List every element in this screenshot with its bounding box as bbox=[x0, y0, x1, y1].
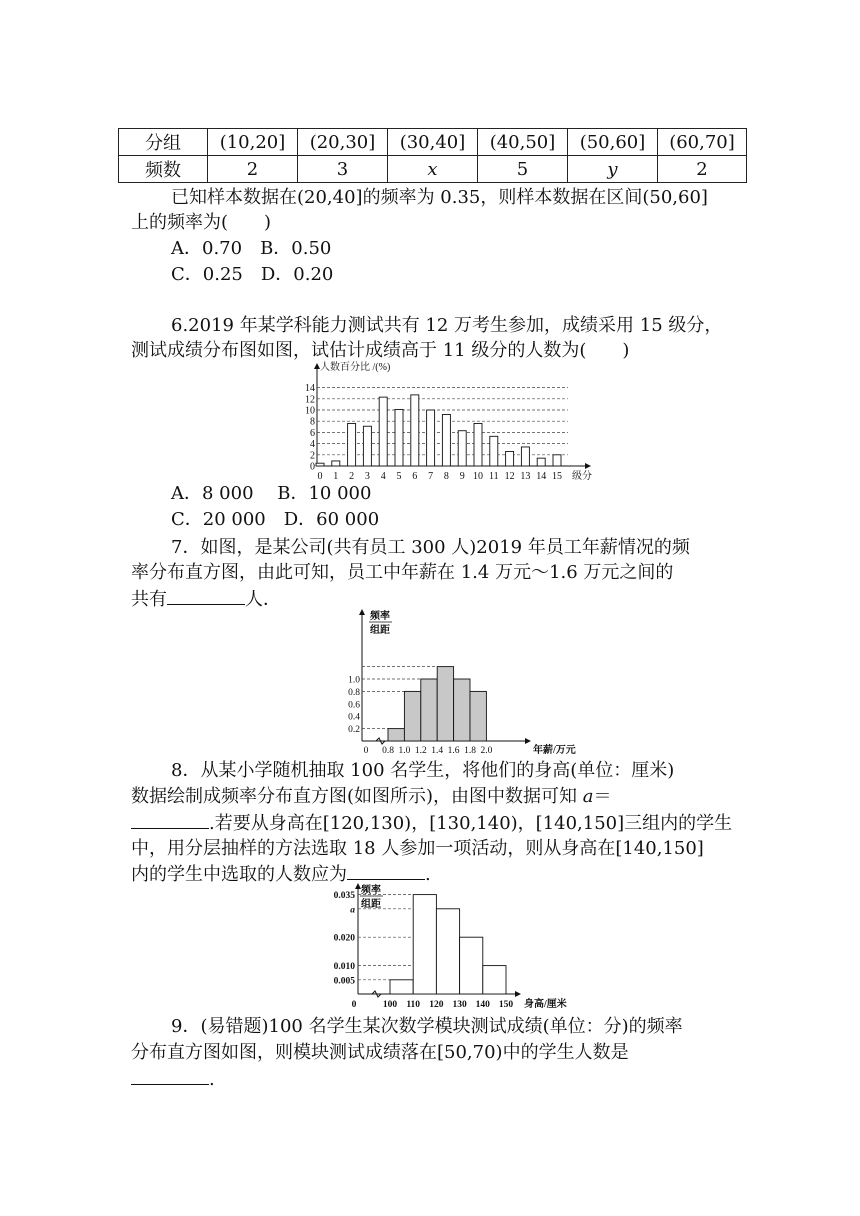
q5-text-line-2: 上的频率为( ) bbox=[131, 212, 272, 233]
y-tick-label: 14 bbox=[305, 383, 315, 395]
x-tick-label: 5 bbox=[396, 471, 402, 482]
histogram-bar bbox=[404, 691, 420, 741]
x-tick-label: 1.0 bbox=[398, 746, 411, 756]
x-tick-label: 10 bbox=[473, 471, 483, 482]
x-tick-label: 13 bbox=[520, 471, 531, 482]
table-row-label: 频数 bbox=[119, 156, 208, 183]
chart-grade-distribution bbox=[300, 360, 610, 485]
y-axis-label-bottom: 组距 bbox=[370, 625, 390, 636]
answer-blank bbox=[131, 1066, 209, 1085]
chart-height-histogram bbox=[320, 880, 600, 1012]
x-tick-label: 9 bbox=[459, 471, 465, 482]
histogram-bar bbox=[460, 937, 483, 994]
y-tick-label: 8 bbox=[310, 416, 315, 428]
q5-text-line-1: 已知样本数据在(20,40]的频率为 0.35，则样本数据在区间(50,60] bbox=[171, 187, 708, 208]
x-tick-label: 12 bbox=[504, 471, 515, 482]
x-tick-label: 1.6 bbox=[447, 746, 460, 756]
x-axis-arrow bbox=[525, 738, 531, 744]
x-tick-label: 0 bbox=[363, 746, 369, 756]
y-tick-label: 6 bbox=[310, 427, 315, 439]
x-tick-label: 11 bbox=[488, 471, 499, 482]
x-tick-label: 130 bbox=[452, 1000, 467, 1010]
table-cell: 2 bbox=[658, 156, 747, 183]
chart-bar bbox=[537, 458, 545, 466]
x-tick-label: 120 bbox=[429, 1000, 444, 1010]
table-header-label: 分组 bbox=[119, 129, 208, 156]
y-tick-label: 0.010 bbox=[333, 962, 355, 973]
x-tick-label: 0 bbox=[317, 471, 323, 482]
q8-text-line-3 bbox=[131, 810, 732, 837]
histogram-bar bbox=[388, 729, 404, 741]
table-cell: (50,60] bbox=[568, 129, 658, 156]
q8-text-line-1: 8．从某小学随机抽取 100 名学生，将他们的身高(单位：厘米) bbox=[171, 760, 675, 781]
q9-text-part: . bbox=[209, 1069, 215, 1090]
histogram-bar bbox=[390, 980, 413, 994]
q5-options-cd: C．0.25 D．0.20 bbox=[171, 264, 334, 285]
x-tick-label: 2.0 bbox=[480, 746, 493, 756]
x-tick-label: 0 bbox=[351, 1000, 357, 1010]
histogram-bar bbox=[483, 966, 506, 994]
x-tick-label: 0.8 bbox=[382, 746, 394, 756]
table-cell: 2 bbox=[208, 156, 298, 183]
x-tick-label: 1.4 bbox=[431, 746, 444, 756]
chart-bar bbox=[363, 426, 371, 466]
histogram-bar bbox=[436, 909, 459, 994]
q8-text-part: 数据绘制成频率分布直方图(如图所示)，由图中数据可知 bbox=[131, 786, 583, 807]
q7-text-line-3 bbox=[131, 586, 281, 613]
table-cell: (60,70] bbox=[658, 129, 747, 156]
q9-text-line-3 bbox=[131, 1066, 215, 1093]
y-axis-label: 人数百分比 /(%) bbox=[320, 362, 391, 373]
y-tick-label-a: a bbox=[350, 905, 355, 916]
y-axis-label-bottom: 组距 bbox=[361, 899, 381, 910]
y-tick-label: 0.035 bbox=[333, 891, 355, 902]
y-tick-label: 1.0 bbox=[348, 675, 360, 686]
y-tick-label: 2 bbox=[310, 450, 315, 462]
y-tick-label: 0.6 bbox=[348, 700, 360, 711]
chart-bar bbox=[411, 395, 419, 466]
x-tick-label: 3 bbox=[364, 471, 370, 482]
chart-bar bbox=[395, 409, 403, 466]
table-cell: (10,20] bbox=[208, 129, 298, 156]
x-tick-label: 4 bbox=[380, 471, 386, 482]
chart-bar bbox=[521, 447, 529, 466]
x-tick-label: 1.8 bbox=[464, 746, 476, 756]
chart-bar bbox=[506, 451, 514, 466]
x-axis-label: 年薪/万元 bbox=[533, 745, 576, 756]
q8-text-part: ＝ bbox=[593, 786, 612, 807]
x-tick-label: 140 bbox=[475, 1000, 490, 1010]
q6-text-line-1: 6.2019 年某学科能力测试共有 12 万考生参加，成绩采用 15 级分， bbox=[171, 315, 723, 336]
x-tick-label: 1.2 bbox=[414, 746, 427, 756]
table-cell: 3 bbox=[298, 156, 388, 183]
answer-blank bbox=[347, 861, 425, 880]
y-tick-label: 0.4 bbox=[348, 712, 360, 723]
histogram-bar bbox=[454, 679, 470, 741]
y-tick-label: 0.8 bbox=[348, 687, 360, 698]
answer-blank bbox=[131, 810, 209, 829]
q7-text-line-2: 率分布直方图，由此可知，员工中年薪在 1.4 万元～1.6 万元之间的 bbox=[131, 562, 674, 583]
table-cell: (30,40] bbox=[388, 129, 478, 156]
chart-bar bbox=[490, 436, 498, 466]
x-axis-arrow bbox=[515, 991, 521, 997]
x-tick-label: 6 bbox=[412, 471, 418, 482]
y-tick-label: 10 bbox=[305, 405, 315, 417]
q5-options-ab: A．0.70 B．0.50 bbox=[171, 238, 332, 259]
y-tick-label: 4 bbox=[310, 439, 315, 451]
x-tick-label: 15 bbox=[552, 471, 562, 482]
q8-variable-a: a bbox=[582, 786, 594, 807]
y-axis-label-top: 频率 bbox=[370, 611, 390, 622]
q9-text-line-1: 9．(易错题)100 名学生某次数学模块测试成绩(单位：分)的频率 bbox=[171, 1016, 683, 1037]
x-tick-label: 110 bbox=[406, 1000, 421, 1010]
y-tick-label: 12 bbox=[305, 394, 315, 406]
frequency-table bbox=[118, 128, 747, 183]
table-cell: x bbox=[388, 156, 478, 183]
chart-bar bbox=[316, 463, 324, 466]
q7-text-suffix: 人． bbox=[245, 589, 281, 610]
q8-text-line-2 bbox=[131, 784, 612, 810]
chart-bar bbox=[474, 423, 482, 466]
histogram-bar bbox=[437, 667, 453, 741]
y-axis-arrow bbox=[359, 609, 365, 615]
q7-text-line-1: 7．如图，是某公司(共有员工 300 人)2019 年员工年薪情况的频 bbox=[171, 537, 690, 558]
table-cell: (20,30] bbox=[298, 129, 388, 156]
chart-salary-histogram bbox=[340, 606, 576, 756]
table-cell: (40,50] bbox=[478, 129, 568, 156]
answer-blank bbox=[167, 586, 245, 605]
chart-bar bbox=[553, 455, 561, 466]
y-tick-label: 0.020 bbox=[333, 933, 355, 944]
histogram-bar bbox=[470, 691, 486, 741]
y-tick-label: 0.2 bbox=[348, 725, 360, 736]
q6-options-ab: A．8 000 B．10 000 bbox=[171, 483, 372, 504]
x-tick-label: 100 bbox=[382, 1000, 398, 1010]
x-tick-label: 8 bbox=[443, 471, 449, 482]
table-row bbox=[119, 156, 747, 183]
histogram-bar bbox=[421, 679, 437, 741]
q8-text-part: 内的学生中选取的人数应为 bbox=[131, 864, 347, 885]
table-cell: 5 bbox=[478, 156, 568, 183]
q7-text-prefix: 共有 bbox=[131, 589, 167, 610]
x-axis-label: 级分 bbox=[572, 471, 592, 482]
x-tick-label: 150 bbox=[498, 1000, 514, 1010]
x-axis-arrow bbox=[585, 463, 591, 469]
q9-text-line-2: 分布直方图如图，则模块测试成绩落在[50,70)中的学生人数是 bbox=[131, 1042, 629, 1063]
chart-bar bbox=[332, 461, 340, 466]
table-cell: y bbox=[568, 156, 658, 183]
x-tick-label: 1 bbox=[333, 471, 339, 482]
chart-bar bbox=[348, 423, 356, 466]
x-tick-label: 2 bbox=[349, 471, 355, 482]
q8-text-part: . bbox=[425, 864, 431, 885]
q8-text-line-4: 中，用分层抽样的方法选取 18 人参加一项活动，则从身高在[140,150] bbox=[131, 838, 704, 859]
y-tick-label: 0 bbox=[310, 461, 315, 473]
chart-bar bbox=[442, 414, 450, 466]
q8-text-part: .若要从身高在[120,130)，[130,140)，[140,150]三组内的学生 bbox=[209, 813, 733, 834]
chart-bar bbox=[379, 397, 387, 466]
histogram-bar bbox=[413, 895, 436, 994]
q6-options-cd: C．20 000 D．60 000 bbox=[171, 509, 380, 530]
chart-bar bbox=[427, 410, 435, 466]
y-axis-label-top: 频率 bbox=[361, 885, 381, 896]
x-tick-label: 7 bbox=[428, 471, 434, 482]
chart-bar bbox=[458, 431, 466, 466]
x-tick-label: 14 bbox=[536, 471, 547, 482]
q6-text-line-2: 测试成绩分布图如图，试估计成绩高于 11 级分的人数为( ) bbox=[131, 340, 630, 361]
table-row bbox=[119, 129, 747, 156]
x-axis-label: 身高/厘米 bbox=[524, 999, 567, 1010]
y-tick-label: 0.005 bbox=[333, 976, 355, 987]
